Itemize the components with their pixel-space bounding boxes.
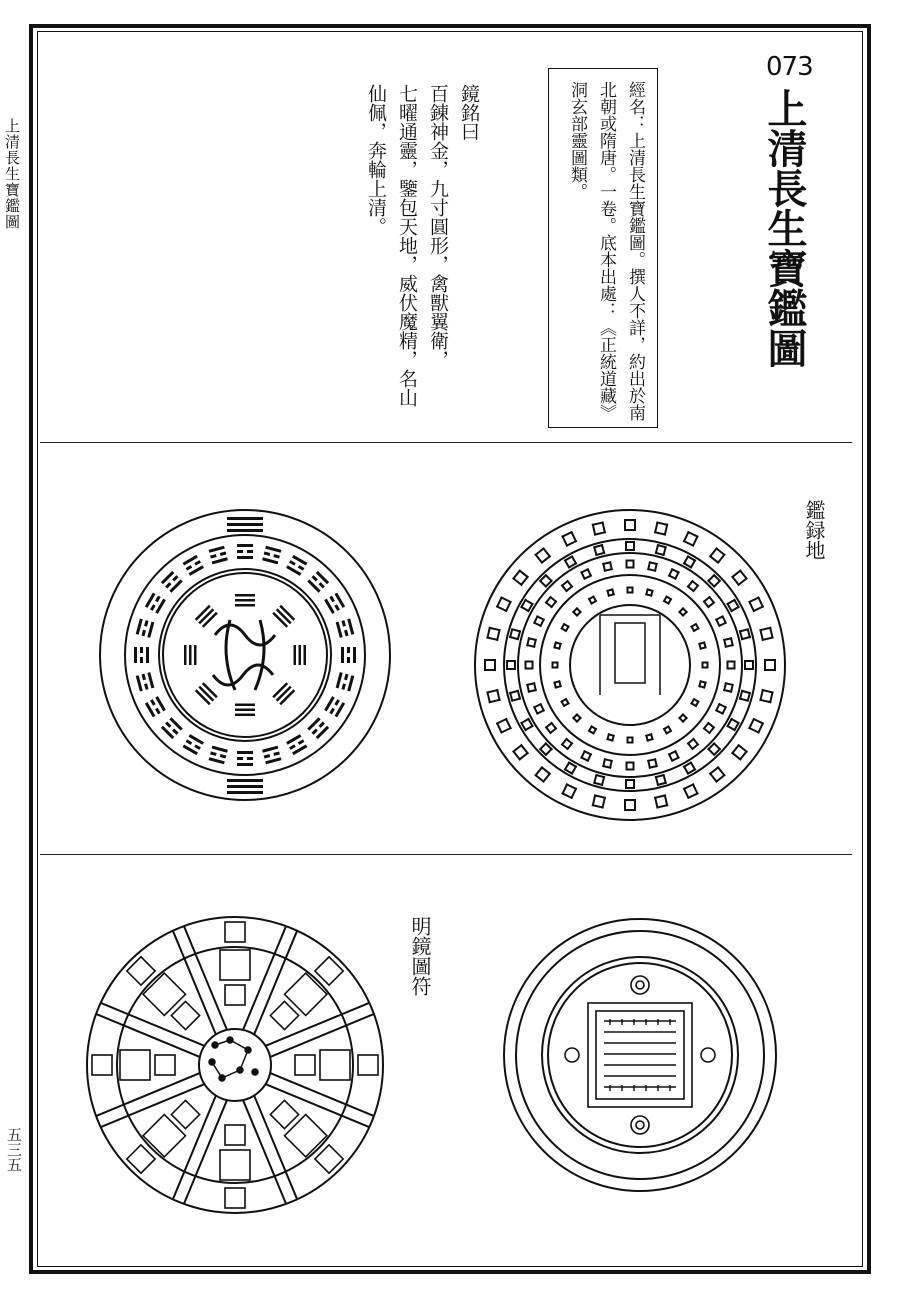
entry-title: 上清長生寶鑑圖 — [761, 88, 807, 368]
running-title: 上清長生寶鑑圖 — [3, 118, 21, 230]
section-divider-bottom — [40, 854, 852, 855]
mirror-figure-seal — [500, 915, 780, 1195]
mirror-figure-inscribed — [470, 505, 790, 825]
figure-label-bottom: 明鏡圖符 — [408, 916, 432, 996]
mirror-figure-animals — [95, 505, 395, 805]
inscription-line-1: 百錬神金，九寸圓形，禽獸翼衛， — [427, 84, 449, 369]
inscription-line-3: 仙佩，奔輪上清。 — [365, 84, 387, 236]
inscription-heading: 鏡銘曰 — [458, 84, 480, 141]
mirror-figure-wheel — [80, 910, 390, 1220]
info-box-text: 經名：上清長生寶鑑圖。撰人不詳，約出於南北朝或隋唐。一卷。底本出處：《正統道藏》洞玄部靈圖類。 — [567, 81, 645, 421]
inscription-line-2: 七曜通靈，鑒包天地，威伏魔精，名山 — [396, 84, 418, 407]
page-number: 五三五 — [5, 1127, 23, 1172]
mirror-inscription — [360, 84, 484, 444]
entry-number: 073 — [766, 52, 813, 82]
info-box — [548, 68, 658, 428]
figure-label-middle: 鑑録地 — [802, 500, 826, 560]
